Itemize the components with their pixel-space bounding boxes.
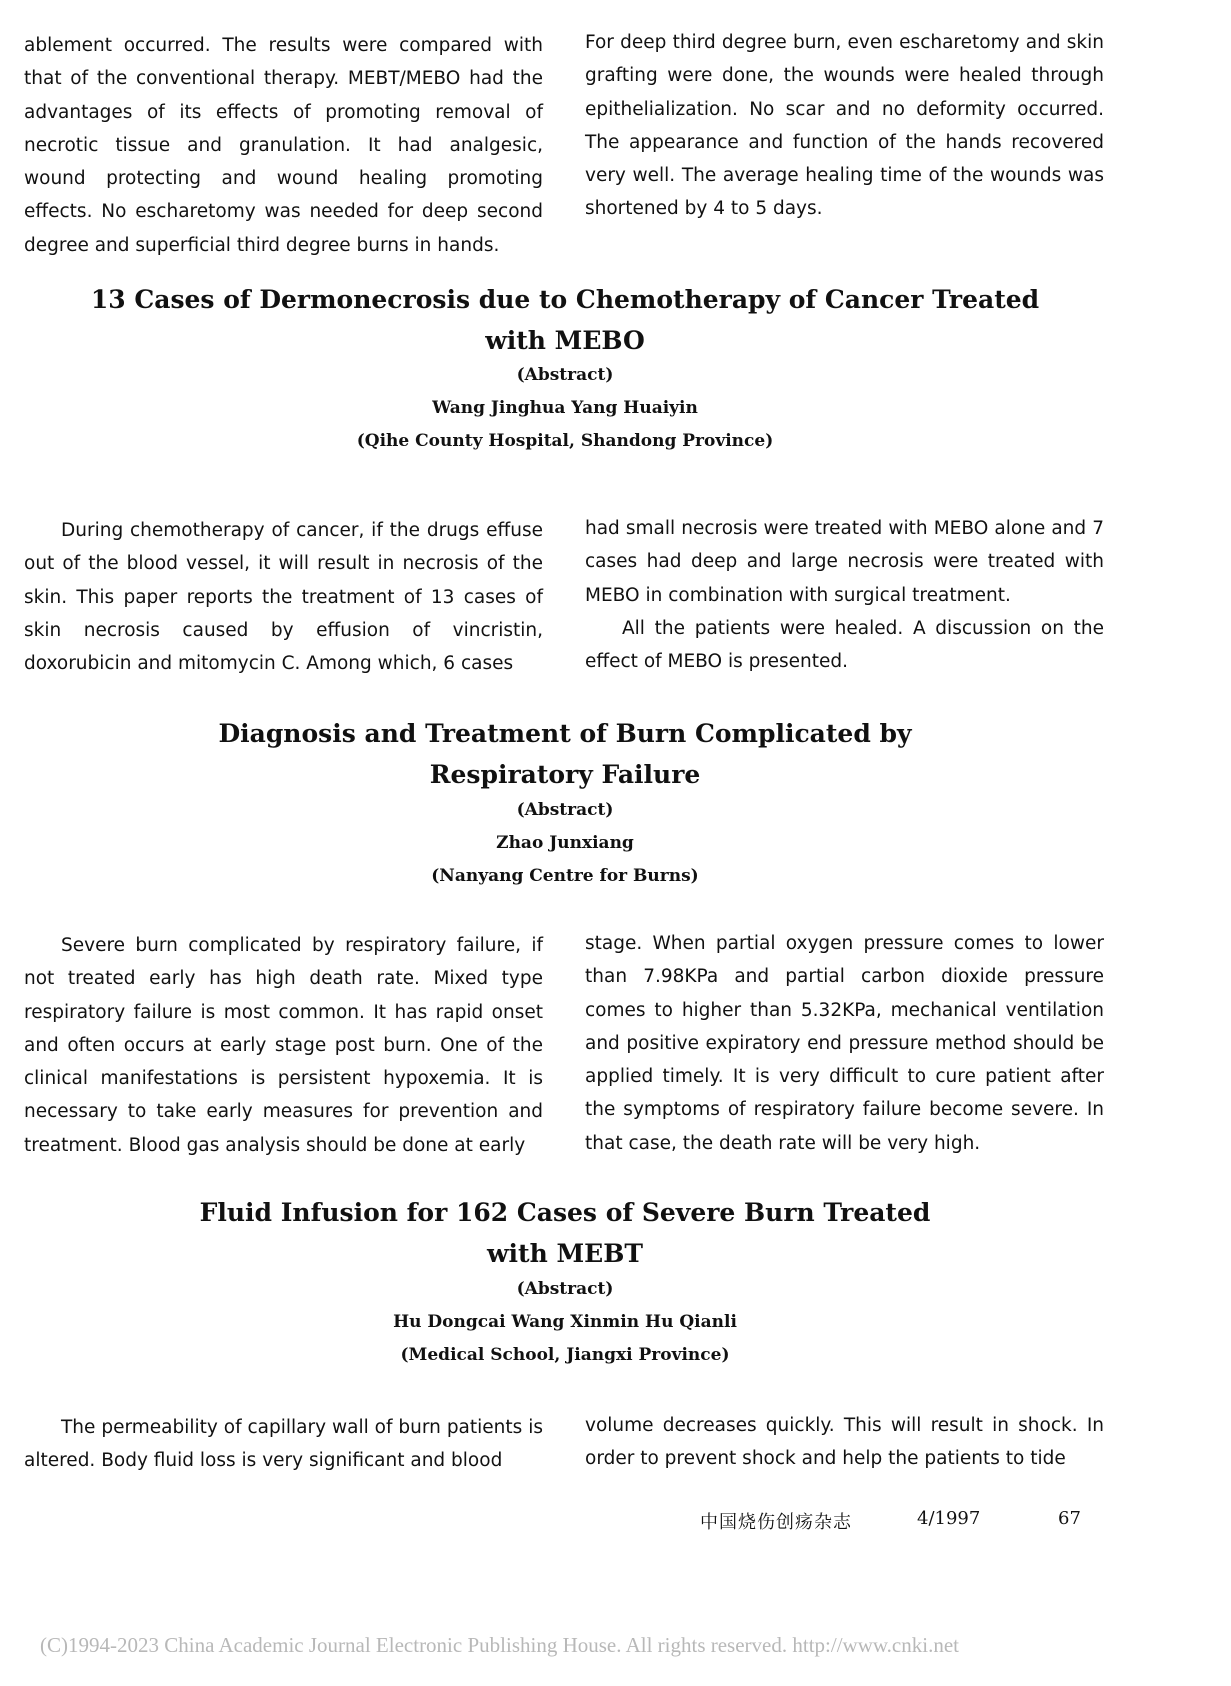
article-title-line: with MEBT	[487, 1239, 643, 1268]
article-title-line: Fluid Infusion for 162 Cases of Severe Burn Treated	[199, 1198, 931, 1227]
top-right-column	[585, 26, 1104, 226]
article-title-line: Respiratory Failure	[429, 760, 701, 789]
top-left-paragraph: ablement occurred. The results were compared with that of the conventional therapy. MEBT/MEBO had the advantages of its effects of promoting removal of necrotic tissue and granulation. It had analgesic, wound protecting and wound healing promoting effects. No escharetomy was needed for deep second degree and superficial third degree burns in hands.	[24, 35, 543, 256]
top-right-paragraph: For deep third degree burn, even escharetomy and skin grafting were done, the wounds were healed through epithelialization. No scar and no deformity occurred. The appearance and function of the hands recovered very well. The average healing time of the wounds was shortened by 4 to 5 days.	[585, 32, 1104, 220]
article-affiliation: (Qihe County Hospital, Shandong Province)	[356, 431, 774, 451]
article-authors: Wang Jinghua Yang Huaiyin	[432, 398, 698, 418]
page-number: 67	[1058, 1508, 1081, 1529]
article-paragraph: had small necrosis were treated with MEBO alone and 7 cases had deep and large necrosis were treated with MEBO in combination with surgical treatment.	[585, 518, 1104, 606]
article-paragraph: stage. When partial oxygen pressure comes to lower than 7.98KPa and partial carbon dioxide pressure comes to higher than 5.32KPa, mechanical ventilation and positive expiratory end pressure method should be applied timely. It is very difficult to cure patient after the symptoms of respiratory failure become severe. In that case, the death rate will be very high.	[585, 933, 1104, 1154]
article-authors: Hu Dongcai Wang Xinmin Hu Qianli	[393, 1312, 737, 1332]
journal-issue: 4/1997	[917, 1508, 981, 1529]
article-left-column	[24, 929, 543, 1162]
article-affiliation: (Medical School, Jiangxi Province)	[400, 1345, 730, 1365]
article-paragraph: During chemotherapy of cancer, if the drugs effuse out of the blood vessel, it will result in necrosis of the skin. This paper reports the treatment of 13 cases of skin necrosis caused by effusion of vincristin, doxorubicin and mitomycin C. Among which, 6 cases	[24, 520, 543, 675]
abstract-label: (Abstract)	[516, 800, 614, 820]
article-right-column	[585, 927, 1104, 1160]
article-paragraph: The permeability of capillary wall of burn patients is altered. Body fluid loss is very significant and blood	[24, 1417, 543, 1472]
article-affiliation: (Nanyang Centre for Burns)	[431, 866, 699, 886]
abstract-label: (Abstract)	[516, 1279, 614, 1299]
article-authors: Zhao Junxiang	[496, 833, 634, 853]
article-right-column	[585, 1409, 1104, 1476]
article-paragraph: Severe burn complicated by respiratory failure, if not treated early has high death rate. Mixed type respiratory failure is most common. It has rapid onset and often occurs at early stage post burn. One of the clinical manifestations is persistent hypoxemia. It is necessary to take early measures for prevention and treatment. Blood gas analysis should be done at early	[24, 935, 543, 1156]
article-paragraph: volume decreases quickly. This will result in shock. In order to prevent shock and help the patients to tide	[585, 1415, 1104, 1470]
article-paragraph: All the patients were healed. A discussion on the effect of MEBO is presented.	[585, 617, 1104, 673]
article-title-line: Diagnosis and Treatment of Burn Complicated by	[218, 719, 912, 748]
copyright-watermark: (C)1994-2023 China Academic Journal Electronic Publishing House. All rights reserved. http://www.cnki.net	[40, 1633, 959, 1657]
abstract-label: (Abstract)	[516, 365, 614, 385]
top-left-column	[24, 29, 543, 262]
article-title-line: 13 Cases of Dermonecrosis due to Chemotherapy of Cancer Treated	[90, 285, 1040, 314]
article-left-column	[24, 514, 543, 680]
article-right-column	[585, 512, 1104, 678]
article-left-column	[24, 1411, 543, 1478]
article-title-line: with MEBO	[485, 326, 645, 355]
journal-name: 中国烧伤创疡杂志	[700, 1512, 852, 1533]
